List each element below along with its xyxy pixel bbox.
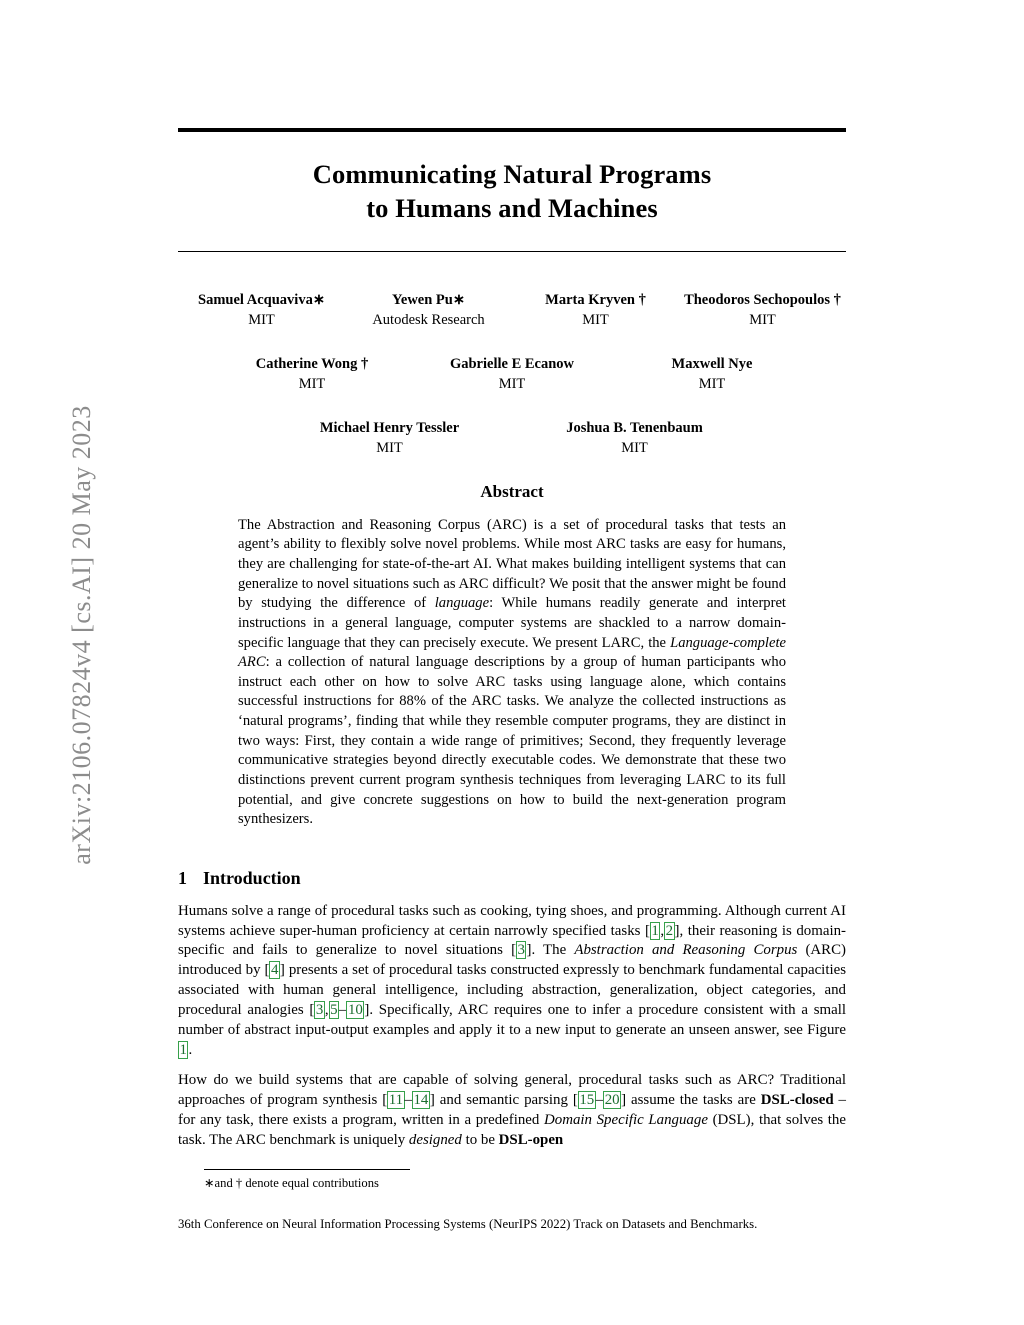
bold-term: DSL-closed [760,1092,834,1109]
author-name: Marta Kryven † [545,291,646,308]
arxiv-stamp: arXiv:2106.07824v4 [cs.AI] 20 May 2023 [67,405,96,865]
abstract-heading: Abstract [480,481,544,501]
author [512,290,679,330]
text: ], their reasoning is domain-specific and fails to generalize to novel situations [ [178,922,846,959]
section-number: 1 [178,867,187,888]
author [679,290,846,330]
citation-link[interactable]: 3 [315,1001,324,1018]
author-row [178,418,846,458]
author-name: Theodoros Sechopoulos † [684,291,841,308]
section-heading-introduction [178,868,846,889]
text: to be [461,1131,499,1148]
citation-link[interactable]: 15 [579,1092,595,1109]
citation-link[interactable]: 4 [270,962,279,979]
author-name: Gabrielle E Ecanow [449,355,575,372]
abstract-body [238,516,786,830]
text: ] assume the tasks are [621,1092,761,1109]
citation-link[interactable]: 2 [665,922,674,939]
text: , [324,1001,329,1018]
footnote-text: ∗and † denote equal contributions [204,1175,379,1190]
paper-content [178,0,846,1232]
author-affiliation: MIT [698,375,726,392]
page-title [178,158,846,226]
title-bottom-rule [178,251,846,252]
bold-term: DSL-open [498,1131,564,1148]
abstract-emphasis-2: Language-complete ARC [238,634,786,671]
text: ] and semantic parsing [ [429,1092,578,1109]
text: ]. The [526,942,575,959]
text: ]. Specifically, ARC requires one to infer a procedure consistent with a small number of abstract input-output examples and apply it to a new input to generate an unseen answer, see Figure [178,1001,846,1038]
author [345,290,512,330]
abstract-text-3: : a collection of natural language descriptions by a group of human participants who instruct each other on how to solve ARC tasks using language alone, which contains successful instructions for 88% of the ARC tasks. We analyze the collected instructions as ‘natural programs’, finding that while they resemble computer programs, they are distinct in two ways: First, they contain a wide range of primitives; Second, they frequently leverage communicative strategies beyond directly executable codes. We demonstrate that these two distinctions prevent current program synthesis techniques from leveraging LARC to its full potential, and give concrete suggestions on how to build the next-generation program synthesizers. [238,654,786,828]
author [512,418,757,458]
author [178,290,345,330]
author-name: Catherine Wong † [255,355,369,372]
author-affiliation: MIT [582,311,609,328]
author-affiliation: MIT [376,439,403,456]
abstract-emphasis-1: language [434,595,490,612]
text: (DSL), that solves the task. The ARC benchmark is uniquely [178,1111,846,1148]
citation-link[interactable]: 5 [330,1001,338,1018]
section-title: Introduction [203,867,301,888]
venue-text: 36th Conference on Neural Information Processing Systems (NeurIPS 2022) Track on Datasets and Benchmarks. [178,1216,758,1231]
figure-reference-link[interactable]: 1 [179,1041,187,1058]
footnote-rule [204,1169,410,1170]
author [612,354,812,394]
citation-link[interactable]: 20 [604,1092,620,1109]
citation-link[interactable]: 11 [388,1092,404,1109]
citation-link[interactable]: 1 [651,922,659,939]
author-affiliation: MIT [248,311,275,328]
text: – [339,1001,347,1018]
emphasis: Domain Specific Language [544,1111,708,1128]
author-name: Maxwell Nye [671,355,753,372]
text: . [188,1041,193,1058]
author-affiliation: MIT [749,311,776,328]
author-affiliation: MIT [498,375,526,392]
intro-paragraph-2 [178,1071,846,1150]
author-name: Samuel Acquaviva∗ [198,291,325,308]
emphasis: Abstraction and Reasoning Corpus [574,942,798,959]
title-line-1: Communicating Natural Programs [312,159,712,189]
text: (ARC) introduced by [ [178,942,846,979]
text: – [595,1092,604,1109]
author-affiliation: MIT [621,439,648,456]
author-name: Yewen Pu∗ [392,291,465,308]
title-top-rule [178,128,846,132]
author [412,354,612,394]
author-name: Joshua B. Tenenbaum [566,419,703,436]
emphasis: designed [408,1131,462,1148]
intro-paragraph-1 [178,902,846,1061]
text: ] presents a set of procedural tasks constructed expressly to benchmark fundamental capacities associated with human general intelligence, including abstraction, generalization, object categories, and procedural analogies [ [178,962,846,1018]
author-block [178,290,846,458]
title-line-2: to Humans and Machines [366,192,658,223]
citation-link[interactable]: 3 [517,942,525,959]
citation-link[interactable]: 10 [347,1001,363,1018]
author [212,354,412,394]
text: – for any task, there exists a program, written in a predefined [178,1092,847,1128]
text: Humans solve a range of procedural tasks such as cooking, tying shoes, and programming. Although current AI systems achieve super-human proficiency at certain narrowly specified tasks [ [178,902,846,939]
abstract-text-1: The Abstraction and Reasoning Corpus (ARC) is a set of procedural tasks that tests an agent’s ability to flexibly solve novel problems. While most ARC tasks are easy for humans, they are challenging for state-of-the-art AI. What makes building intelligent systems that can generalize to novel situations such as ARC difficult? We posit that the answer might be found by studying the difference of [238,516,786,612]
author-row [178,290,846,330]
author [267,418,512,458]
citation-link[interactable]: 14 [413,1092,429,1109]
text: How do we build systems that are capable of solving general, procedural tasks such as ARC? Traditional approaches of program synthesis [ [178,1072,846,1109]
author-name: Michael Henry Tessler [319,419,460,436]
text: , [660,922,665,939]
abstract-text-2: : While humans readily generate and interpret instructions in a general language, computer systems are shackled to a narrow domain-specific language that they can precisely execute. We present LARC, the [238,595,786,651]
author-row [178,354,846,394]
author-affiliation: MIT [298,375,326,392]
author-affiliation: Autodesk Research [372,311,485,328]
text: – [404,1092,412,1109]
